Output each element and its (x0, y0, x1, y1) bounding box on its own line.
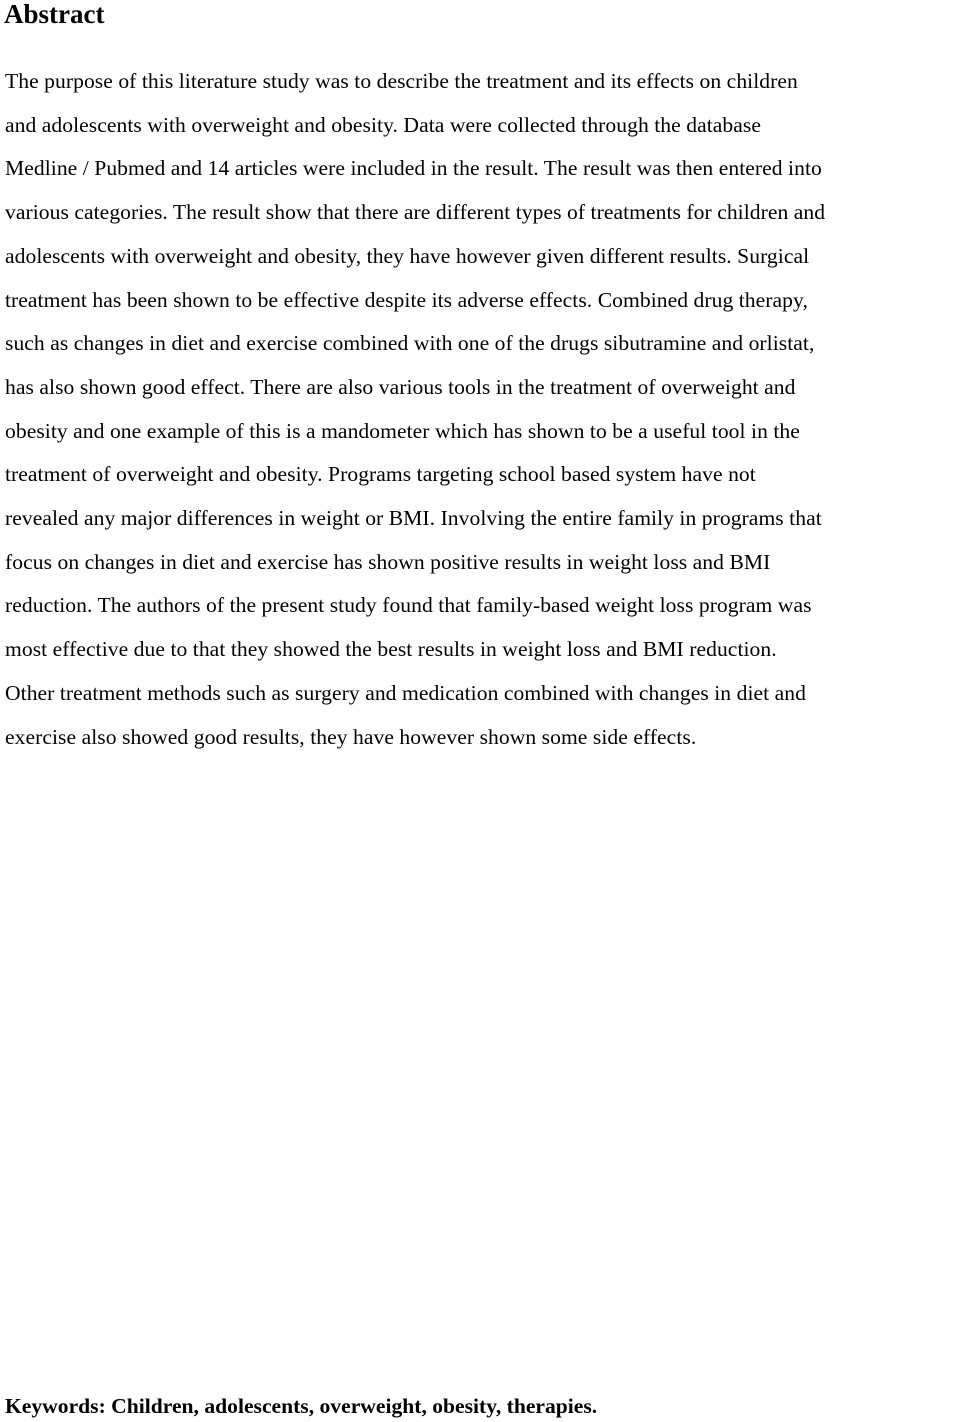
abstract-line-14: most effective due to that they showed the best results in weight loss and BMI reduction. (5, 637, 777, 662)
abstract-line-16: exercise also showed good results, they have however shown some side effects. (5, 724, 697, 749)
abstract-line-11: revealed any major differences in weight or BMI. Involving the entire family in programs that (5, 506, 822, 531)
abstract-paragraph (5, 60, 960, 759)
abstract-line-1: The purpose of this literature study was to describe the treatment and its effects on children (5, 69, 798, 93)
abstract-line-13: reduction. The authors of the present study found that family-based weight loss program was (5, 593, 812, 618)
keywords-line: Keywords: Children, adolescents, overweight, obesity, therapies. (5, 1394, 598, 1418)
abstract-line-8: has also shown good effect. There are also various tools in the treatment of overweight and (5, 374, 796, 399)
abstract-line-7: such as changes in diet and exercise combined with one of the drugs sibutramine and orlistat, (5, 331, 815, 356)
abstract-line-5: adolescents with overweight and obesity, they have however given different results. Surgical (5, 243, 810, 268)
abstract-line-4: various categories. The result show that there are different types of treatments for children and (5, 200, 826, 225)
abstract-line-15: Other treatment methods such as surgery and medication combined with changes in diet and (5, 680, 806, 705)
abstract-line-9: obesity and one example of this is a mandometer which has shown to be a useful tool in the (5, 418, 800, 443)
abstract-line-3: Medline / Pubmed and 14 articles were included in the result. The result was then entered into (5, 156, 822, 181)
abstract-line-10: treatment of overweight and obesity. Programs targeting school based system have not (5, 462, 756, 487)
abstract-line-2: and adolescents with overweight and obesity. Data were collected through the database (5, 112, 761, 137)
abstract-line-6: treatment has been shown to be effective despite its adverse effects. Combined drug therapy, (5, 287, 808, 312)
abstract-line-12: focus on changes in diet and exercise has shown positive results in weight loss and BMI (5, 549, 771, 574)
abstract-heading: Abstract (4, 0, 105, 29)
